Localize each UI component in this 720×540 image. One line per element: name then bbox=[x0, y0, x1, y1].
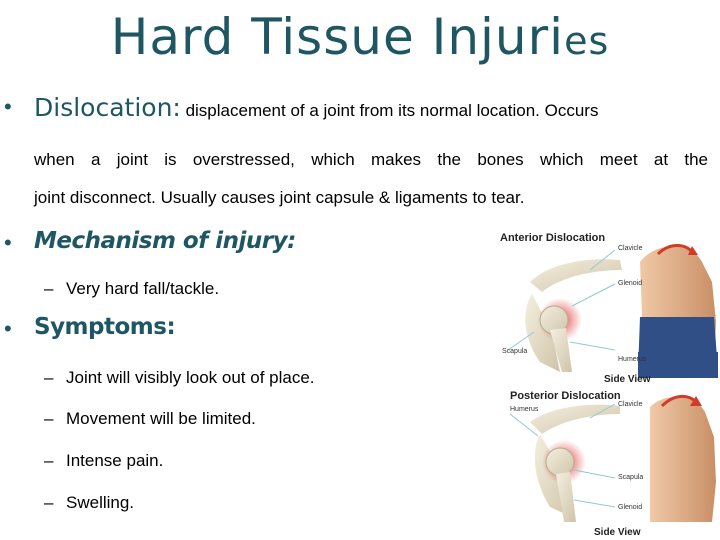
symptom-item bbox=[44, 368, 315, 388]
dislocation-line-1: displacement of a joint from its normal location. Occurs bbox=[180, 101, 599, 120]
dislocation-line-2: when a joint is overstressed, which makes the bones which meet at the bbox=[34, 150, 708, 169]
label-clavicle: Clavicle bbox=[618, 245, 643, 252]
slide-title bbox=[0, 8, 720, 66]
symptom-item-text: Movement will be limited. bbox=[66, 409, 256, 428]
symptom-item-text: Swelling. bbox=[66, 493, 135, 512]
label-humerus-posterior: Humerus bbox=[510, 406, 539, 413]
symptoms-heading: Symptoms: bbox=[34, 314, 176, 340]
label-glenoid: Glenoid bbox=[618, 280, 643, 287]
label-scapula-posterior: Scapula bbox=[618, 474, 644, 481]
dash-icon: – bbox=[44, 493, 54, 512]
symptom-item-text: Intense pain. bbox=[66, 451, 164, 470]
dislocation-line-3: joint disconnect. Usually causes joint capsule & ligaments to tear. bbox=[34, 188, 525, 207]
dash-icon: – bbox=[44, 368, 54, 387]
bullet-dot-icon: • bbox=[4, 230, 12, 255]
label-clavicle-posterior: Clavicle bbox=[618, 401, 643, 408]
title-main-text: Hard Tissue Injuri bbox=[110, 8, 565, 66]
posterior-dislocation-title: Posterior Dislocation bbox=[510, 390, 621, 402]
symptom-item bbox=[44, 451, 163, 471]
title-tail-text: es bbox=[564, 19, 610, 63]
side-view-label: Side View bbox=[604, 374, 651, 385]
anterior-dislocation-title: Anterior Dislocation bbox=[500, 232, 606, 244]
bullet-dot-icon: • bbox=[4, 94, 12, 119]
dash-icon: – bbox=[44, 409, 54, 428]
dash-icon: – bbox=[44, 279, 54, 298]
mechanism-item bbox=[44, 279, 219, 299]
dash-icon: – bbox=[44, 451, 54, 470]
shoulder-dislocation-illustration bbox=[490, 222, 720, 540]
symptom-item bbox=[44, 409, 256, 429]
label-scapula: Scapula bbox=[502, 348, 528, 355]
dislocation-paragraph bbox=[34, 92, 708, 127]
label-glenoid-posterior: Glenoid bbox=[618, 504, 643, 511]
dislocation-term: Dislocation: bbox=[34, 93, 181, 122]
mechanism-item-text: Very hard fall/tackle. bbox=[66, 279, 220, 298]
mechanism-heading: Mechanism of injury: bbox=[34, 228, 296, 254]
label-humerus: Humerus bbox=[618, 356, 647, 363]
symptom-item-text: Joint will visibly look out of place. bbox=[66, 368, 315, 387]
symptom-item bbox=[44, 493, 134, 513]
bullet-dot-icon: • bbox=[4, 316, 12, 341]
side-view-label-posterior: Side View bbox=[594, 527, 641, 538]
